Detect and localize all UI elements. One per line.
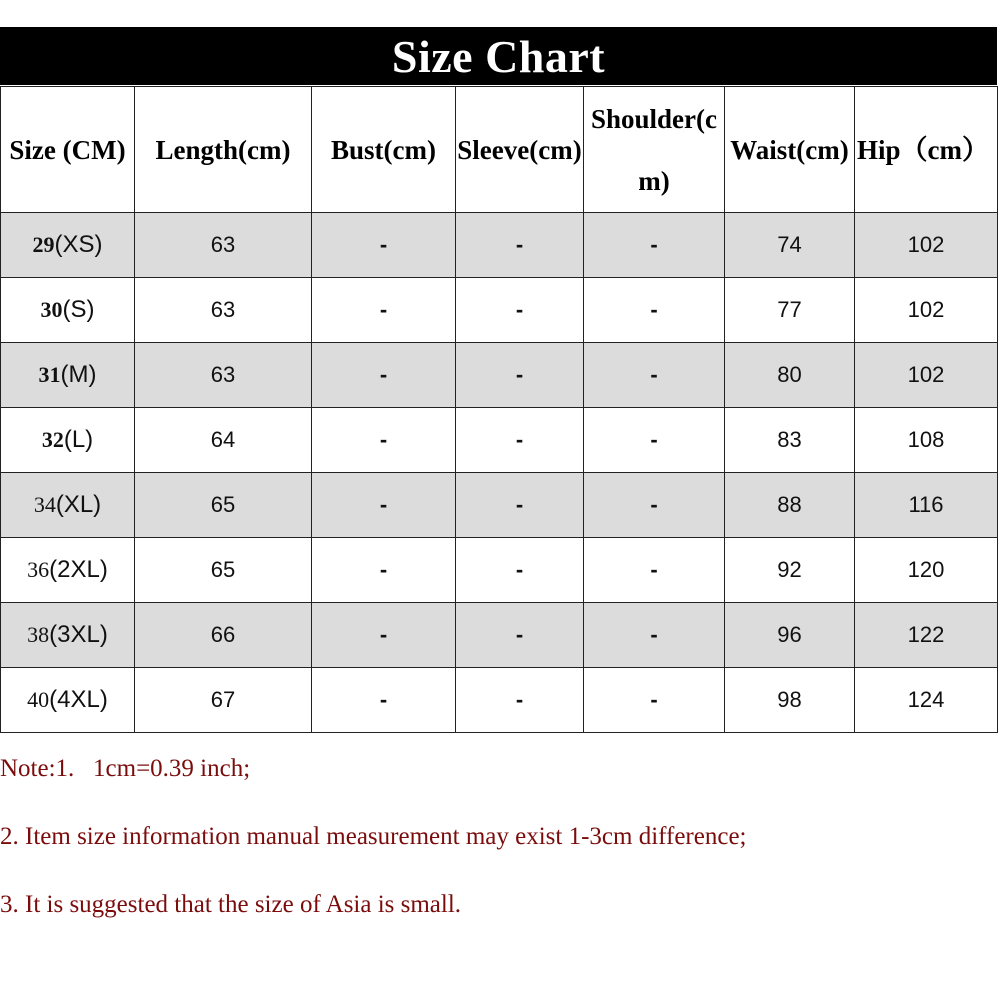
length-cell: 67 bbox=[135, 668, 312, 733]
table-row bbox=[1, 213, 998, 278]
header-size: Size (CM) bbox=[1, 87, 135, 213]
length-cell: 64 bbox=[135, 408, 312, 473]
size-label: (S) bbox=[62, 296, 95, 323]
size-number: 29 bbox=[32, 232, 55, 257]
table-row bbox=[1, 473, 998, 538]
shoulder-cell: - bbox=[584, 408, 725, 473]
size-cell bbox=[1, 603, 135, 668]
sleeve-cell: - bbox=[456, 408, 584, 473]
bust-cell: - bbox=[312, 538, 456, 603]
sleeve-cell: - bbox=[456, 343, 584, 408]
size-cell bbox=[1, 278, 135, 343]
hip-cell: 122 bbox=[855, 603, 998, 668]
hip-cell: 102 bbox=[855, 278, 998, 343]
size-table bbox=[0, 86, 998, 733]
shoulder-cell: - bbox=[584, 473, 725, 538]
header-waist: Waist(cm) bbox=[725, 87, 855, 213]
shoulder-cell: - bbox=[584, 603, 725, 668]
size-number: 30 bbox=[40, 297, 63, 322]
table-body bbox=[1, 213, 998, 733]
header-sleeve: Sleeve(cm) bbox=[456, 87, 584, 213]
size-label: (M) bbox=[60, 361, 97, 388]
bust-cell: - bbox=[312, 343, 456, 408]
size-number: 40 bbox=[27, 687, 50, 712]
table-row bbox=[1, 603, 998, 668]
size-cell bbox=[1, 538, 135, 603]
length-cell: 63 bbox=[135, 343, 312, 408]
waist-cell: 88 bbox=[725, 473, 855, 538]
header-bust: Bust(cm) bbox=[312, 87, 456, 213]
size-number: 31 bbox=[38, 362, 61, 387]
note-line-2: 2. Item size information manual measurement may exist 1-3cm difference; bbox=[0, 823, 747, 850]
size-number: 32 bbox=[41, 427, 64, 452]
table-row bbox=[1, 278, 998, 343]
size-label: (3XL) bbox=[49, 621, 108, 648]
length-cell: 65 bbox=[135, 538, 312, 603]
bust-cell: - bbox=[312, 603, 456, 668]
note-line-3: 3. It is suggested that the size of Asia is small. bbox=[0, 891, 462, 918]
shoulder-cell: - bbox=[584, 538, 725, 603]
waist-cell: 92 bbox=[725, 538, 855, 603]
hip-cell: 108 bbox=[855, 408, 998, 473]
waist-cell: 77 bbox=[725, 278, 855, 343]
sleeve-cell: - bbox=[456, 473, 584, 538]
shoulder-cell: - bbox=[584, 278, 725, 343]
size-number: 34 bbox=[33, 492, 56, 517]
size-cell bbox=[1, 473, 135, 538]
length-cell: 63 bbox=[135, 213, 312, 278]
shoulder-cell: - bbox=[584, 668, 725, 733]
length-cell: 63 bbox=[135, 278, 312, 343]
length-cell: 65 bbox=[135, 473, 312, 538]
table-row bbox=[1, 408, 998, 473]
bust-cell: - bbox=[312, 278, 456, 343]
hip-cell: 102 bbox=[855, 343, 998, 408]
note-line-1: Note:1. 1cm=0.39 inch; bbox=[0, 755, 251, 782]
hip-cell: 116 bbox=[855, 473, 998, 538]
waist-cell: 83 bbox=[725, 408, 855, 473]
sleeve-cell: - bbox=[456, 213, 584, 278]
waist-cell: 98 bbox=[725, 668, 855, 733]
shoulder-cell: - bbox=[584, 213, 725, 278]
sleeve-cell: - bbox=[456, 603, 584, 668]
hip-cell: 124 bbox=[855, 668, 998, 733]
shoulder-cell: - bbox=[584, 343, 725, 408]
size-label: (2XL) bbox=[49, 556, 108, 583]
size-label: (4XL) bbox=[49, 686, 108, 713]
bust-cell: - bbox=[312, 473, 456, 538]
size-cell bbox=[1, 343, 135, 408]
table-row bbox=[1, 538, 998, 603]
sleeve-cell: - bbox=[456, 278, 584, 343]
bust-cell: - bbox=[312, 408, 456, 473]
waist-cell: 74 bbox=[725, 213, 855, 278]
hip-cell: 120 bbox=[855, 538, 998, 603]
size-cell bbox=[1, 408, 135, 473]
page-title: Size Chart bbox=[0, 27, 997, 85]
size-label: (XS) bbox=[54, 231, 103, 258]
waist-cell: 96 bbox=[725, 603, 855, 668]
size-cell bbox=[1, 668, 135, 733]
length-cell: 66 bbox=[135, 603, 312, 668]
size-label: (L) bbox=[63, 426, 94, 453]
size-number: 38 bbox=[27, 622, 50, 647]
size-label: (XL) bbox=[55, 491, 102, 518]
hip-cell: 102 bbox=[855, 213, 998, 278]
sleeve-cell: - bbox=[456, 538, 584, 603]
table-row bbox=[1, 668, 998, 733]
waist-cell: 80 bbox=[725, 343, 855, 408]
bust-cell: - bbox=[312, 668, 456, 733]
size-number: 36 bbox=[27, 557, 50, 582]
sleeve-cell: - bbox=[456, 668, 584, 733]
size-cell bbox=[1, 213, 135, 278]
header-shoulder: Shoulder(cm) bbox=[584, 87, 725, 213]
header-hip: Hip（cm） bbox=[855, 87, 998, 213]
bust-cell: - bbox=[312, 213, 456, 278]
table-row bbox=[1, 343, 998, 408]
header-length: Length(cm) bbox=[135, 87, 312, 213]
table-header-row bbox=[1, 87, 998, 213]
